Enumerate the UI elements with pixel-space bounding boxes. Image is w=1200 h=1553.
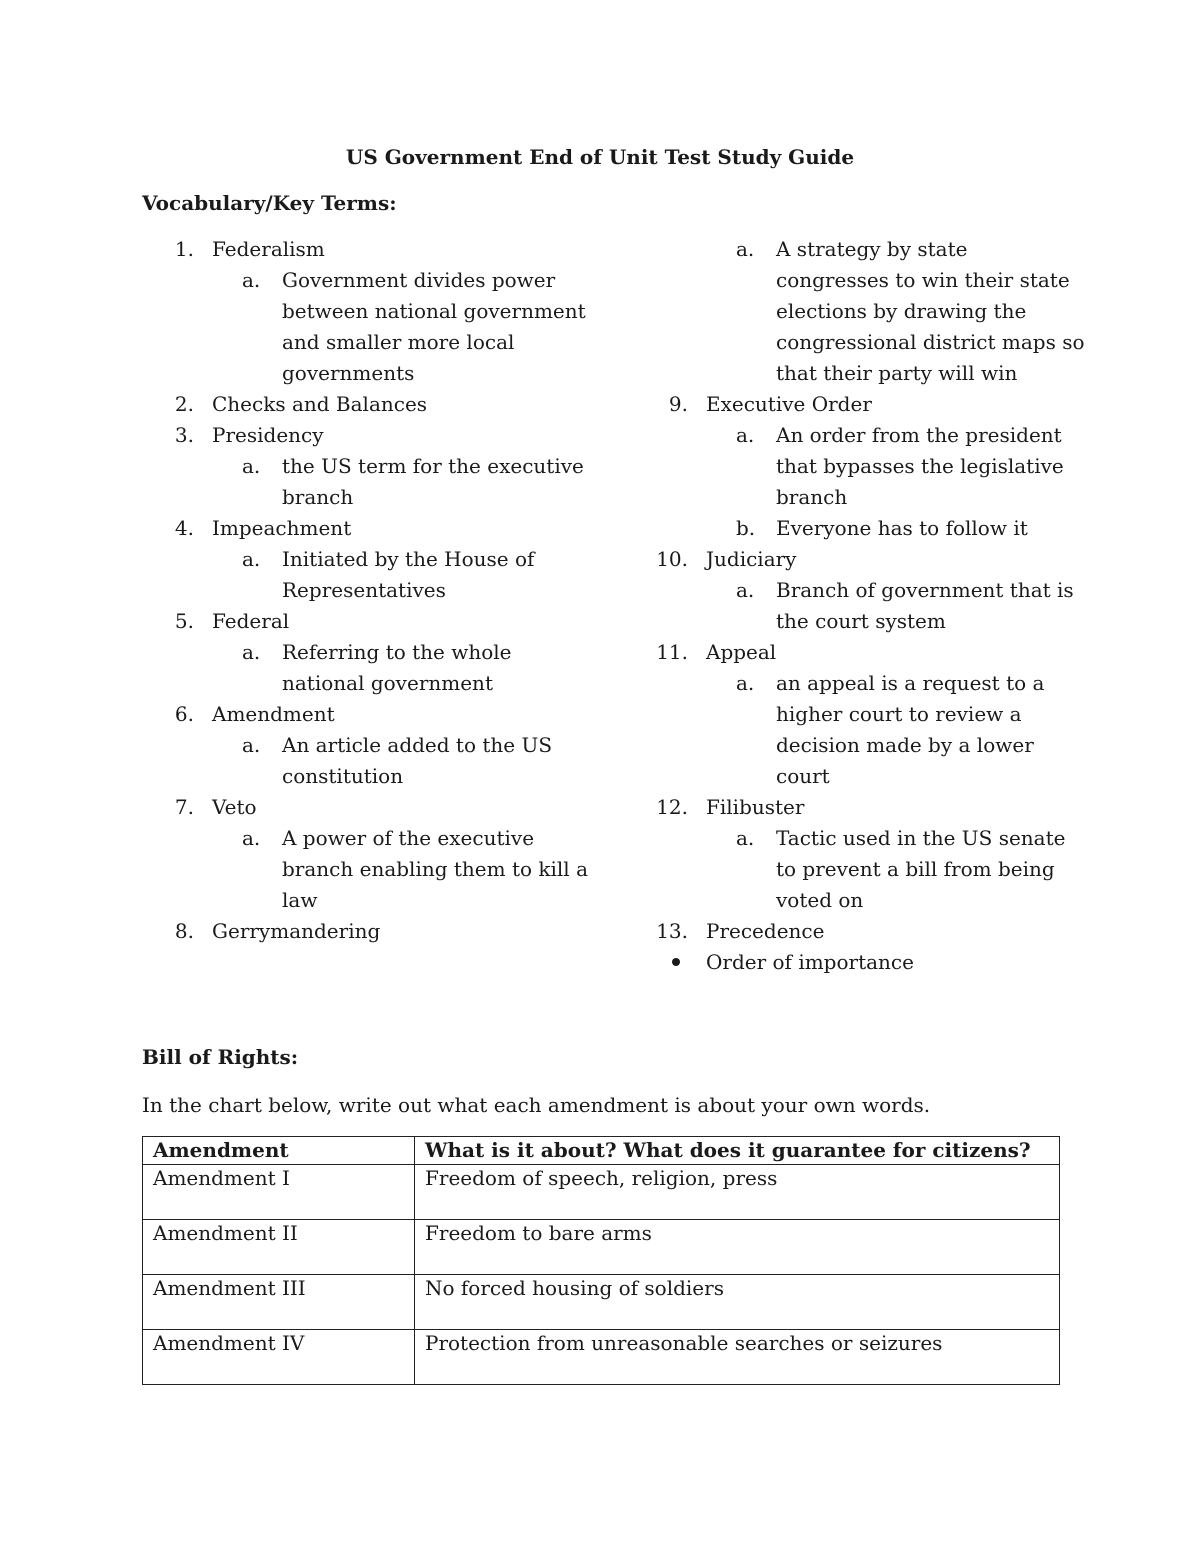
description-cell: Freedom to bare arms	[415, 1220, 1060, 1275]
bullet-text: Order of importance	[706, 950, 914, 974]
sub-letter: a.	[242, 733, 261, 757]
term-item	[142, 699, 592, 730]
term-number: 11.	[656, 640, 688, 664]
definition-text: Everyone has to follow it	[776, 516, 1028, 540]
table-row	[143, 1330, 1060, 1385]
definition-text: An article added to the US constitution	[282, 733, 553, 788]
term-number: 8.	[174, 919, 194, 943]
term-number: 13.	[656, 919, 688, 943]
term-number: 4.	[174, 516, 194, 540]
amendments-table	[142, 1136, 1060, 1385]
amendment-cell: Amendment IV	[143, 1330, 415, 1385]
definition-text: Branch of government that is the court system	[776, 578, 1074, 633]
sub-letter: a.	[736, 826, 755, 850]
definition-text: A strategy by state congresses to win their state elections by drawing the congressional district maps so that their party will win	[776, 237, 1085, 385]
term-label: Executive Order	[706, 392, 872, 416]
term-label: Presidency	[212, 423, 324, 447]
term-item	[142, 389, 592, 420]
sub-letter: a.	[242, 640, 261, 664]
sub-letter: a.	[242, 826, 261, 850]
bill-of-rights-heading: Bill of Rights:	[142, 1045, 299, 1069]
amendment-cell: Amendment II	[143, 1220, 415, 1275]
definition-text: Government divides power between national government and smaller more local governments	[282, 268, 586, 385]
term-item	[142, 513, 592, 544]
table-row	[143, 1165, 1060, 1220]
term-label: Impeachment	[212, 516, 352, 540]
sub-letter: b.	[736, 516, 756, 540]
definition-text: the US term for the executive branch	[282, 454, 584, 509]
term-item	[636, 792, 1086, 823]
term-number: 2.	[174, 392, 194, 416]
sub-letter: a.	[736, 237, 755, 261]
term-number: 6.	[174, 702, 194, 726]
table-row	[143, 1275, 1060, 1330]
term-definition	[636, 420, 1086, 513]
bullet-icon	[672, 958, 680, 966]
term-label: Federal	[212, 609, 290, 633]
table-row	[143, 1220, 1060, 1275]
definition-text: an appeal is a request to a higher court to review a decision made by a lower court	[776, 671, 1045, 788]
term-item	[142, 420, 592, 451]
sub-letter: a.	[242, 268, 261, 292]
description-cell: Freedom of speech, religion, press	[415, 1165, 1060, 1220]
term-label: Precedence	[706, 919, 825, 943]
page-title: US Government End of Unit Test Study Guide	[345, 145, 855, 169]
term-label: Gerrymandering	[212, 919, 381, 943]
vocab-column-left	[142, 234, 592, 947]
term-definition	[142, 451, 592, 513]
instructions-text: In the chart below, write out what each amendment is about your own words.	[142, 1093, 931, 1117]
table-header-row	[143, 1137, 1060, 1165]
term-number: 1.	[174, 237, 194, 261]
term-label: Appeal	[706, 640, 777, 664]
column-header-description: What is it about? What does it guarantee for citizens?	[415, 1137, 1060, 1165]
term-item	[636, 544, 1086, 575]
term-item	[636, 389, 1086, 420]
term-label: Checks and Balances	[212, 392, 428, 416]
term-item	[142, 916, 592, 947]
term-number: 7.	[174, 795, 194, 819]
definition-text: Tactic used in the US senate to prevent a bill from being voted on	[776, 826, 1066, 912]
term-number: 9.	[668, 392, 688, 416]
term-label: Judiciary	[706, 547, 797, 571]
description-cell: Protection from unreasonable searches or seizures	[415, 1330, 1060, 1385]
term-label: Filibuster	[706, 795, 805, 819]
term-item	[636, 637, 1086, 668]
definition-text: An order from the president that bypasses the legislative branch	[776, 423, 1064, 509]
term-definition	[142, 637, 592, 699]
term-definition	[142, 730, 592, 792]
term-label: Amendment	[212, 702, 335, 726]
term-item	[142, 606, 592, 637]
term-label: Federalism	[212, 237, 325, 261]
term-definition	[142, 823, 592, 916]
term-number: 5.	[174, 609, 194, 633]
term-definition	[142, 265, 592, 389]
sub-letter: a.	[736, 578, 755, 602]
definition-text: Initiated by the House of Representatives	[282, 547, 535, 602]
sub-letter: a.	[242, 454, 261, 478]
sub-letter: a.	[242, 547, 261, 571]
description-cell: No forced housing of soldiers	[415, 1275, 1060, 1330]
sub-letter: a.	[736, 671, 755, 695]
vocab-heading: Vocabulary/Key Terms:	[142, 191, 397, 215]
term-item	[636, 916, 1086, 947]
term-definition	[636, 575, 1086, 637]
definition-text: Referring to the whole national government	[282, 640, 512, 695]
term-item	[142, 234, 592, 265]
term-definition	[636, 823, 1086, 916]
bullet-item	[636, 947, 1086, 978]
term-number: 3.	[174, 423, 194, 447]
term-item	[142, 792, 592, 823]
vocab-column-right	[636, 234, 1086, 978]
definition-text: A power of the executive branch enabling them to kill a law	[282, 826, 588, 912]
amendment-cell: Amendment I	[143, 1165, 415, 1220]
amendment-cell: Amendment III	[143, 1275, 415, 1330]
term-label: Veto	[212, 795, 257, 819]
term-definition	[636, 513, 1086, 544]
column-header-amendment: Amendment	[143, 1137, 415, 1165]
term-number: 10.	[656, 547, 688, 571]
term-definition	[636, 234, 1086, 389]
sub-letter: a.	[736, 423, 755, 447]
term-number: 12.	[656, 795, 688, 819]
term-definition	[636, 668, 1086, 792]
term-definition	[142, 544, 592, 606]
